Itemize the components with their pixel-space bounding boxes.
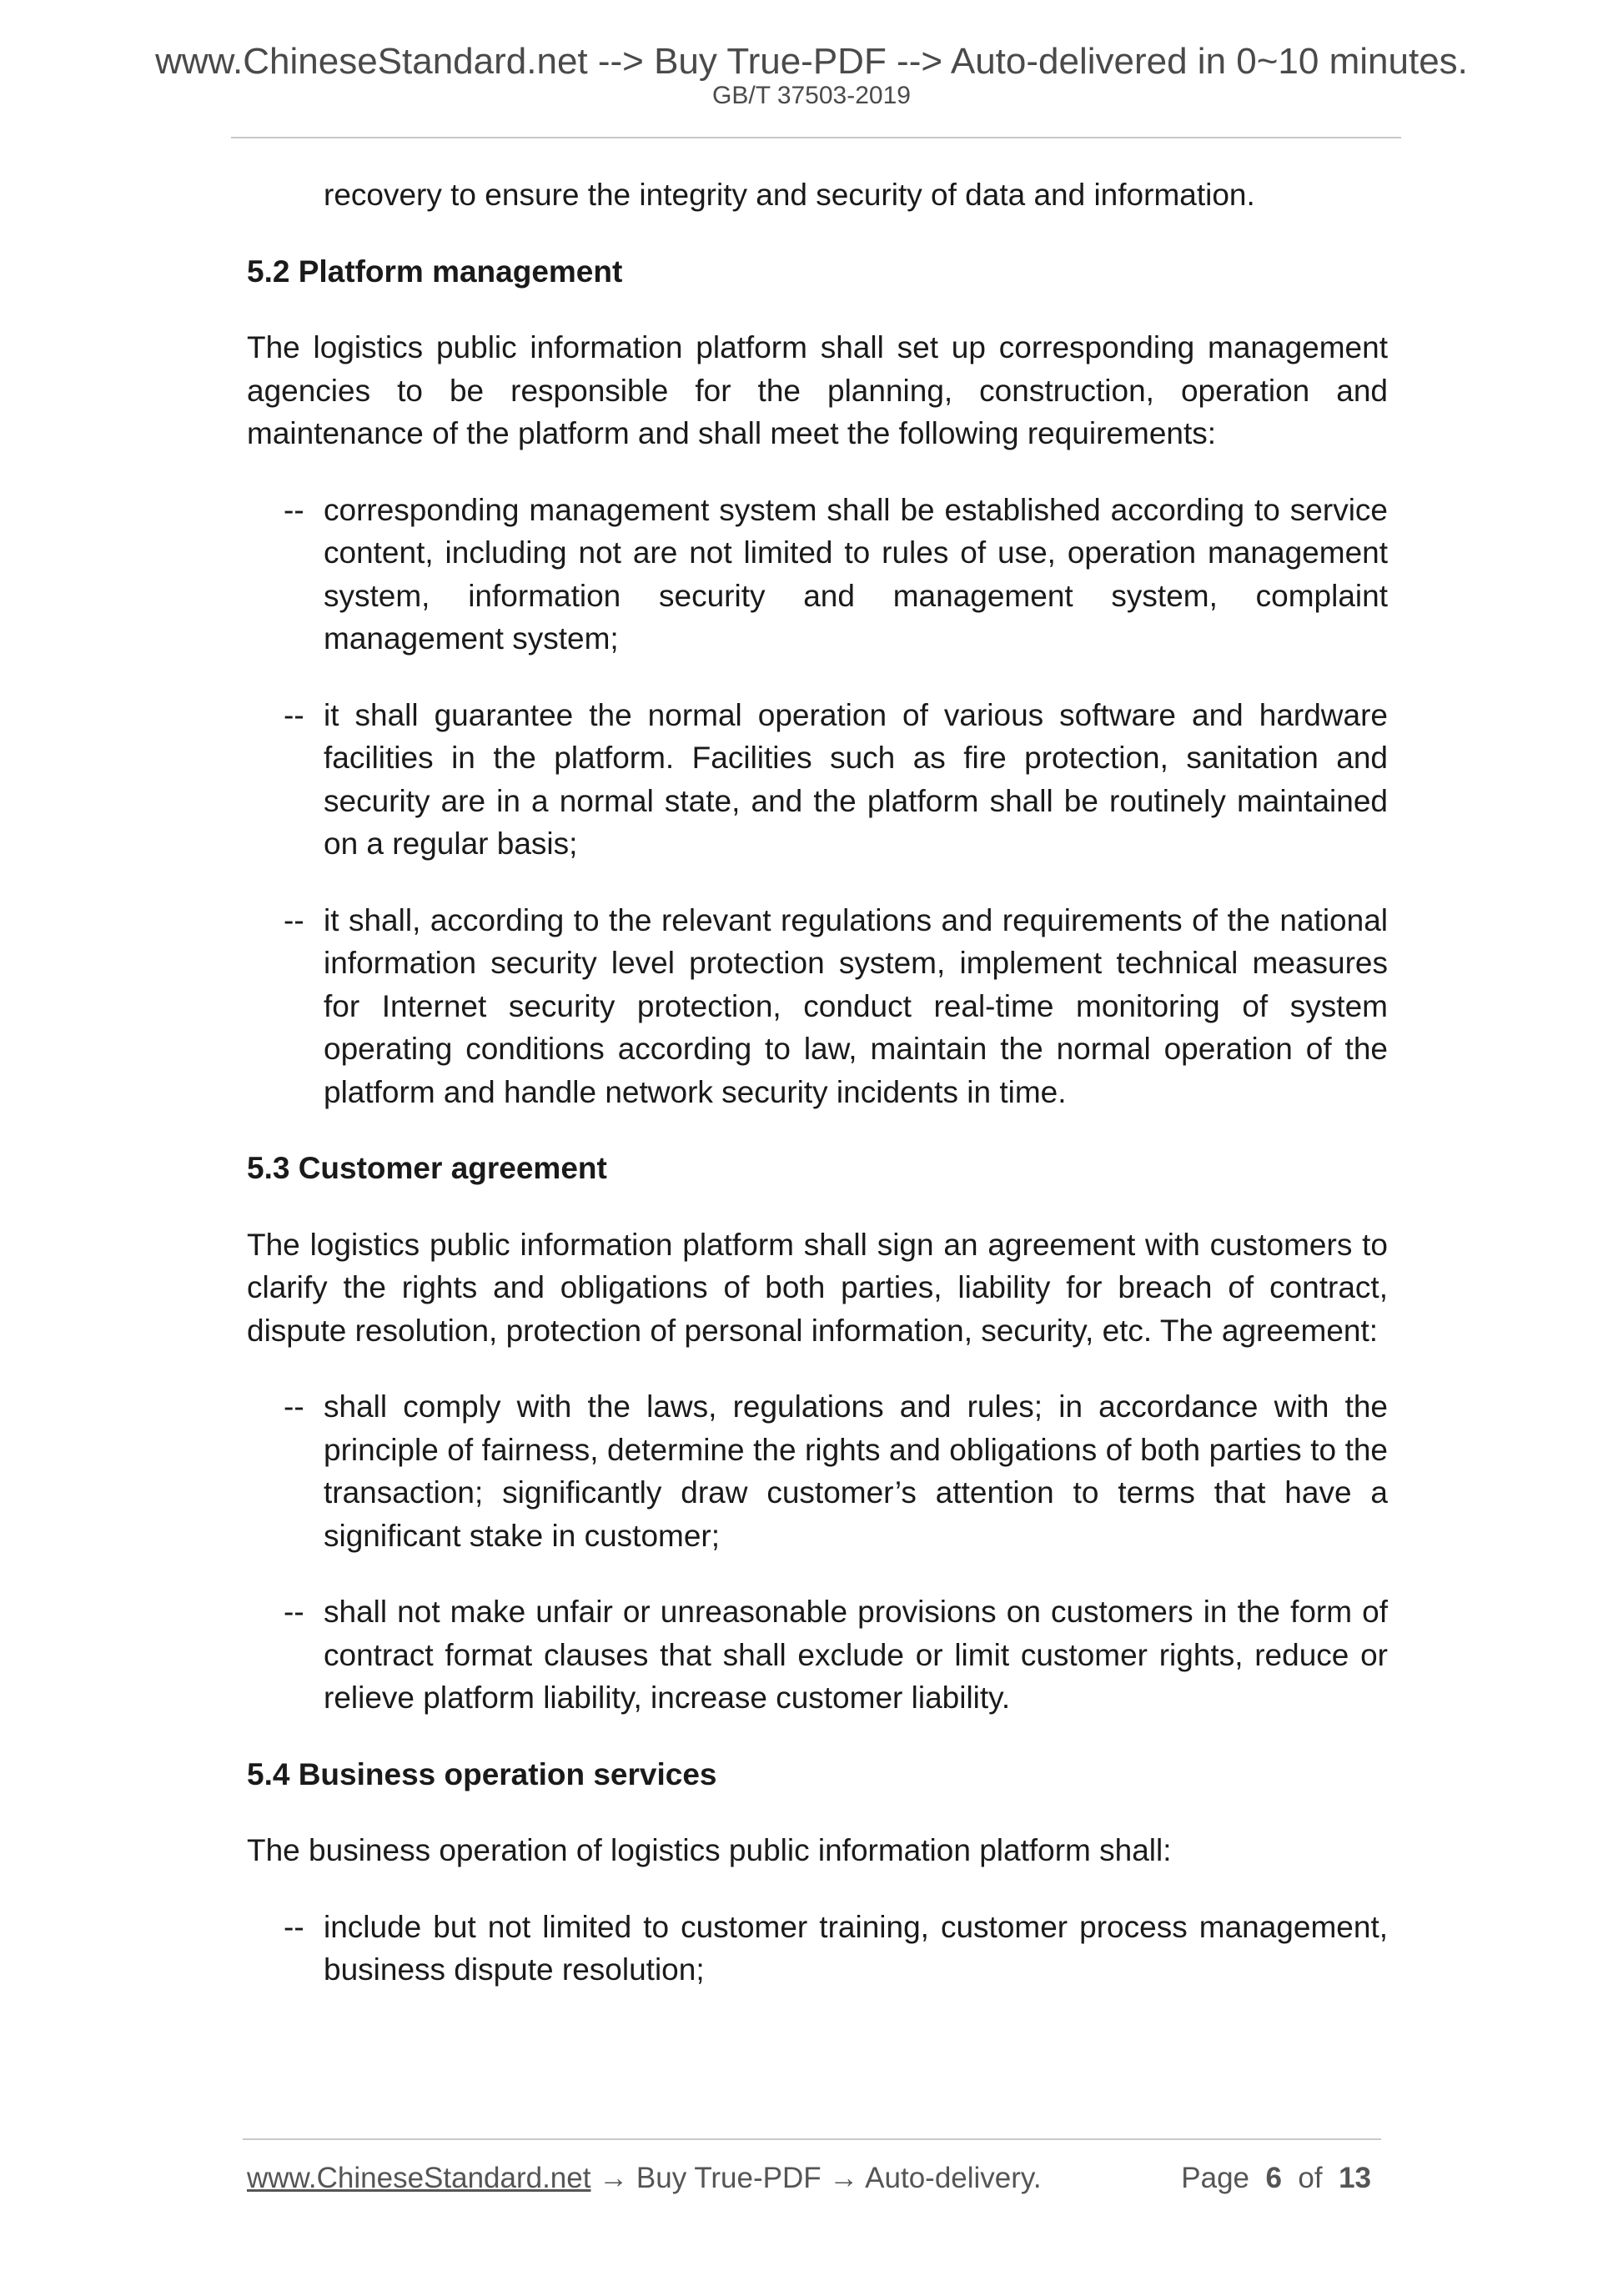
page-total: 13 [1339,2162,1371,2194]
list-dash: -- [284,492,304,527]
list-item-text: include but not limited to customer training, customer process management, business dispute resolution; [324,1909,1388,1987]
list-dash: -- [284,1389,304,1424]
list-item [247,1385,1388,1557]
list-dash: -- [284,902,304,937]
list-item [247,1906,1388,1992]
continuation-text: recovery to ensure the integrity and security of data and information. [324,178,1255,212]
page-word: Page [1181,2162,1250,2194]
list-dash: -- [284,697,304,732]
list-item [247,694,1388,866]
footer-tagline: → Buy True-PDF → Auto-delivery. [590,2162,1042,2194]
list-item [247,899,1388,1114]
list-item-text: it shall guarantee the normal operation of various software and hardware facilities in the platform. Facilities such as fire protection, sanitation and security are in a normal state, and the platform shall be routinely maintained on a regular basis; [324,697,1388,861]
site-banner: www.ChineseStandard.net --> Buy True-PDF --> Auto-delivered in 0~10 minutes. [155,41,1468,82]
page-indicator [1181,2161,1371,2196]
section-intro-5-3: The logistics public information platform shall sign an agreement with customers to clarify the rights and obligations of both parties, liability for breach of contract, dispute resolution, protection of personal information, security, etc. The agreement: [247,1227,1388,1348]
list-item-text: shall not make unfair or unreasonable provisions on customers in the form of contract format clauses that shall exclude or limit customer rights, reduce or relieve platform liability, increase customer liability. [324,1595,1388,1715]
list-item-text: shall comply with the laws, regulations and rules; in accordance with the principle of fairness, determine the rights and obligations of both parties to the transaction; significantly draw customer’s attention to terms that have a significant stake in customer; [324,1389,1388,1553]
list-dash: -- [284,1595,304,1629]
header-divider [231,137,1401,138]
page-content [247,173,1388,2025]
footer-left [247,2161,1042,2196]
document-code: GB/T 37503-2019 [712,82,911,109]
of-word: of [1298,2162,1323,2194]
section-intro-5-4: The business operation of logistics public information platform shall: [247,1833,1172,1867]
site-link[interactable]: www.ChineseStandard.net [247,2162,591,2194]
list-item-text: corresponding management system shall be established according to service content, including not are not limited to rules of use, operation management system, information security and management system, complaint management system; [324,492,1388,656]
section-heading-5-4: 5.4 Business operation services [247,1756,717,1791]
page-number: 6 [1265,2162,1282,2194]
list-item [247,1590,1388,1720]
list-item-text: it shall, according to the relevant regulations and requirements of the national information security level protection system, implement technical measures for Internet security protection, conduct real-time monitoring of system operating conditions according to law, maintain the normal operation of the platform and handle network security incidents in time. [324,902,1388,1109]
section-heading-5-2: 5.2 Platform management [247,254,623,289]
list-item [247,489,1388,661]
footer-divider [243,2138,1381,2140]
section-intro-5-2: The logistics public information platform shall set up corresponding management agencies to be responsible for the planning, construction, operation and maintenance of the platform and shall meet the following requirements: [247,330,1388,450]
list-dash: -- [284,1909,304,1944]
section-heading-5-3: 5.3 Customer agreement [247,1151,607,1185]
